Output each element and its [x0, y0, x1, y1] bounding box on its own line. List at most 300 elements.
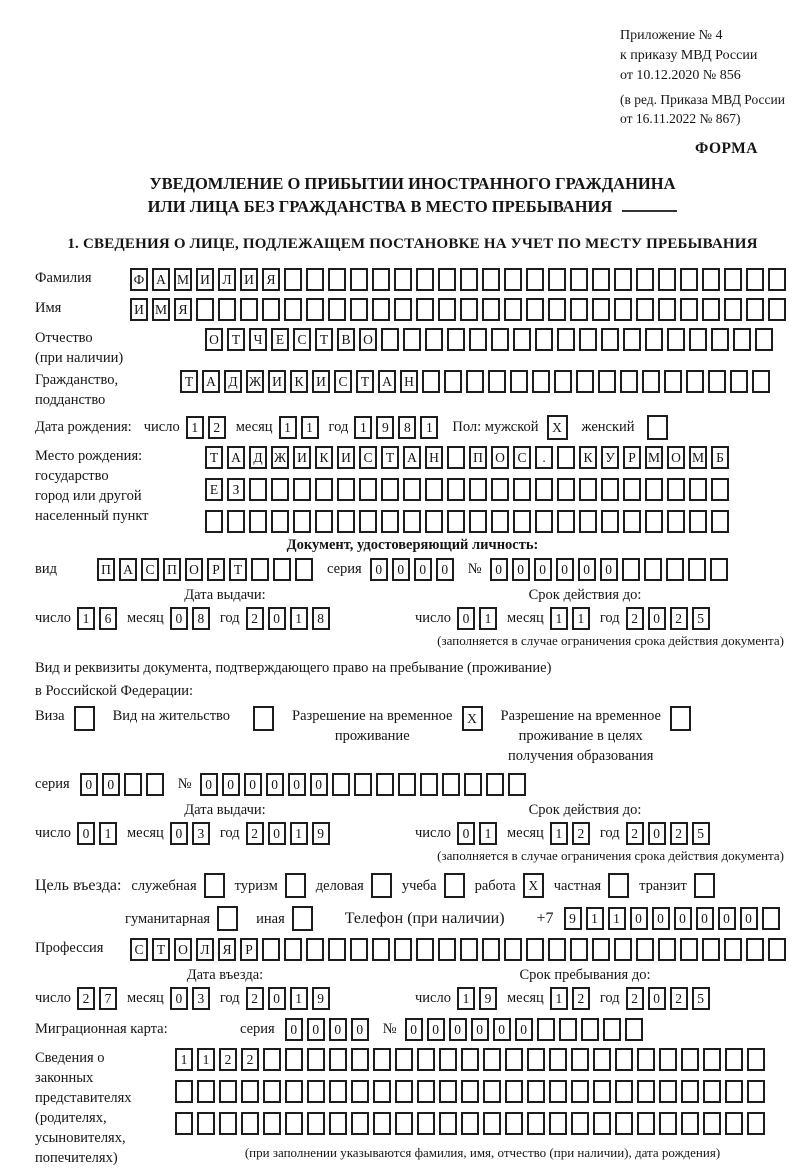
char-cell[interactable] [395, 1048, 413, 1071]
char-cell[interactable] [645, 478, 663, 501]
char-cell[interactable] [689, 328, 707, 351]
char-cell[interactable] [329, 1112, 347, 1135]
char-cell[interactable]: 1 [420, 416, 438, 439]
char-cell[interactable]: 1 [290, 822, 308, 845]
char-cell[interactable] [285, 873, 306, 898]
char-cell[interactable]: 1 [186, 416, 204, 439]
char-cell[interactable]: 3 [192, 822, 210, 845]
char-cell[interactable] [461, 1112, 479, 1135]
char-cell[interactable]: Ж [271, 446, 289, 469]
char-cell[interactable] [593, 1080, 611, 1103]
char-cell[interactable]: Я [262, 268, 280, 291]
char-cell[interactable]: 0 [351, 1018, 369, 1041]
char-cell[interactable]: Б [711, 446, 729, 469]
char-cell[interactable]: 0 [436, 558, 454, 581]
char-cell[interactable] [730, 370, 748, 393]
char-cell[interactable] [483, 1080, 501, 1103]
char-cell[interactable]: М [689, 446, 707, 469]
char-cell[interactable]: 1 [457, 987, 475, 1010]
char-cell[interactable]: 2 [77, 987, 95, 1010]
char-cell[interactable] [702, 298, 720, 321]
char-cell[interactable] [124, 773, 142, 796]
char-cell[interactable] [486, 773, 504, 796]
char-cell[interactable] [328, 938, 346, 961]
char-cell[interactable]: Ж [246, 370, 264, 393]
char-cell[interactable]: Ч [249, 328, 267, 351]
char-cell[interactable]: 1 [572, 607, 590, 630]
char-cell[interactable] [645, 510, 663, 533]
char-cell[interactable]: 9 [312, 822, 330, 845]
char-cell[interactable] [532, 370, 550, 393]
char-cell[interactable] [622, 558, 640, 581]
char-cell[interactable] [350, 268, 368, 291]
char-cell[interactable]: 9 [564, 907, 582, 930]
char-cell[interactable] [623, 478, 641, 501]
char-cell[interactable] [394, 298, 412, 321]
char-cell[interactable]: 0 [268, 987, 286, 1010]
char-cell[interactable] [527, 1112, 545, 1135]
char-cell[interactable] [557, 478, 575, 501]
char-cell[interactable] [636, 938, 654, 961]
char-cell[interactable] [637, 1112, 655, 1135]
char-cell[interactable] [417, 1080, 435, 1103]
char-cell[interactable]: Н [400, 370, 418, 393]
char-cell[interactable]: З [227, 478, 245, 501]
char-cell[interactable]: 0 [674, 907, 692, 930]
char-cell[interactable] [526, 938, 544, 961]
char-cell[interactable] [664, 370, 682, 393]
char-cell[interactable] [359, 478, 377, 501]
char-cell[interactable]: О [359, 328, 377, 351]
char-cell[interactable]: 0 [718, 907, 736, 930]
char-cell[interactable]: 0 [266, 773, 284, 796]
char-cell[interactable] [504, 298, 522, 321]
char-cell[interactable] [768, 268, 786, 291]
char-cell[interactable]: Я [174, 298, 192, 321]
char-cell[interactable] [615, 1112, 633, 1135]
char-cell[interactable] [592, 298, 610, 321]
char-cell[interactable] [620, 370, 638, 393]
char-cell[interactable]: О [667, 446, 685, 469]
char-cell[interactable] [315, 478, 333, 501]
char-cell[interactable]: 0 [696, 907, 714, 930]
char-cell[interactable] [535, 328, 553, 351]
char-cell[interactable]: 0 [471, 1018, 489, 1041]
char-cell[interactable]: 2 [572, 987, 590, 1010]
char-cell[interactable]: 0 [285, 1018, 303, 1041]
char-cell[interactable]: 0 [648, 987, 666, 1010]
char-cell[interactable] [351, 1048, 369, 1071]
char-cell[interactable] [527, 1048, 545, 1071]
char-cell[interactable] [670, 706, 691, 731]
char-cell[interactable] [581, 1018, 599, 1041]
char-cell[interactable] [625, 1018, 643, 1041]
char-cell[interactable]: Я [218, 938, 236, 961]
char-cell[interactable]: 0 [414, 558, 432, 581]
char-cell[interactable]: С [359, 446, 377, 469]
char-cell[interactable]: 0 [648, 822, 666, 845]
char-cell[interactable] [548, 938, 566, 961]
char-cell[interactable] [548, 268, 566, 291]
char-cell[interactable]: Р [623, 446, 641, 469]
char-cell[interactable] [711, 328, 729, 351]
char-cell[interactable]: 0 [268, 822, 286, 845]
char-cell[interactable] [466, 370, 484, 393]
char-cell[interactable] [571, 1112, 589, 1135]
char-cell[interactable] [593, 1112, 611, 1135]
char-cell[interactable] [601, 328, 619, 351]
char-cell[interactable]: А [403, 446, 421, 469]
char-cell[interactable]: X [462, 706, 483, 731]
char-cell[interactable]: 5 [692, 822, 710, 845]
char-cell[interactable]: Е [205, 478, 223, 501]
char-cell[interactable] [768, 938, 786, 961]
char-cell[interactable] [510, 370, 528, 393]
char-cell[interactable] [447, 446, 465, 469]
char-cell[interactable]: 0 [170, 987, 188, 1010]
char-cell[interactable]: И [240, 268, 258, 291]
char-cell[interactable] [636, 268, 654, 291]
char-cell[interactable] [306, 268, 324, 291]
char-cell[interactable] [724, 938, 742, 961]
char-cell[interactable]: 0 [449, 1018, 467, 1041]
char-cell[interactable]: 0 [200, 773, 218, 796]
char-cell[interactable] [746, 938, 764, 961]
char-cell[interactable]: 1 [175, 1048, 193, 1071]
char-cell[interactable] [285, 1048, 303, 1071]
char-cell[interactable] [416, 268, 434, 291]
char-cell[interactable] [703, 1112, 721, 1135]
char-cell[interactable]: 1 [479, 607, 497, 630]
char-cell[interactable]: 2 [246, 607, 264, 630]
char-cell[interactable]: 2 [626, 987, 644, 1010]
char-cell[interactable] [381, 510, 399, 533]
char-cell[interactable]: Л [218, 268, 236, 291]
char-cell[interactable]: Д [249, 446, 267, 469]
char-cell[interactable] [249, 478, 267, 501]
char-cell[interactable] [508, 773, 526, 796]
char-cell[interactable] [205, 510, 223, 533]
char-cell[interactable]: 0 [310, 773, 328, 796]
char-cell[interactable]: А [378, 370, 396, 393]
char-cell[interactable] [403, 328, 421, 351]
char-cell[interactable]: 8 [312, 607, 330, 630]
char-cell[interactable]: 0 [80, 773, 98, 796]
char-cell[interactable]: И [337, 446, 355, 469]
char-cell[interactable] [306, 298, 324, 321]
char-cell[interactable] [733, 328, 751, 351]
char-cell[interactable] [394, 938, 412, 961]
char-cell[interactable]: Т [152, 938, 170, 961]
char-cell[interactable] [461, 1080, 479, 1103]
char-cell[interactable] [483, 1112, 501, 1135]
char-cell[interactable] [422, 370, 440, 393]
char-cell[interactable] [601, 510, 619, 533]
char-cell[interactable] [438, 938, 456, 961]
char-cell[interactable] [504, 938, 522, 961]
char-cell[interactable] [659, 1048, 677, 1071]
char-cell[interactable] [444, 873, 465, 898]
char-cell[interactable] [681, 1048, 699, 1071]
char-cell[interactable] [251, 558, 269, 581]
char-cell[interactable] [337, 510, 355, 533]
char-cell[interactable]: 0 [427, 1018, 445, 1041]
char-cell[interactable] [285, 1112, 303, 1135]
char-cell[interactable] [644, 558, 662, 581]
char-cell[interactable] [570, 268, 588, 291]
char-cell[interactable] [284, 298, 302, 321]
char-cell[interactable]: К [579, 446, 597, 469]
char-cell[interactable] [469, 510, 487, 533]
char-cell[interactable]: 2 [670, 822, 688, 845]
char-cell[interactable] [688, 558, 706, 581]
char-cell[interactable]: Д [224, 370, 242, 393]
char-cell[interactable] [249, 510, 267, 533]
char-cell[interactable] [659, 1080, 677, 1103]
char-cell[interactable] [292, 906, 313, 931]
char-cell[interactable]: Т [315, 328, 333, 351]
char-cell[interactable] [403, 510, 421, 533]
char-cell[interactable]: П [469, 446, 487, 469]
char-cell[interactable] [262, 298, 280, 321]
char-cell[interactable] [307, 1048, 325, 1071]
char-cell[interactable] [197, 1080, 215, 1103]
char-cell[interactable] [403, 478, 421, 501]
char-cell[interactable] [460, 268, 478, 291]
char-cell[interactable] [526, 298, 544, 321]
char-cell[interactable] [725, 1048, 743, 1071]
char-cell[interactable]: 0 [515, 1018, 533, 1041]
char-cell[interactable] [681, 1112, 699, 1135]
char-cell[interactable] [350, 938, 368, 961]
char-cell[interactable] [623, 510, 641, 533]
char-cell[interactable]: X [523, 873, 544, 898]
char-cell[interactable] [681, 1080, 699, 1103]
char-cell[interactable]: О [205, 328, 223, 351]
char-cell[interactable]: Т [229, 558, 247, 581]
char-cell[interactable] [504, 268, 522, 291]
char-cell[interactable]: 1 [197, 1048, 215, 1071]
char-cell[interactable] [371, 873, 392, 898]
char-cell[interactable] [746, 298, 764, 321]
char-cell[interactable]: К [290, 370, 308, 393]
char-cell[interactable] [576, 370, 594, 393]
char-cell[interactable] [329, 1080, 347, 1103]
char-cell[interactable] [351, 1080, 369, 1103]
char-cell[interactable] [372, 298, 390, 321]
char-cell[interactable] [438, 298, 456, 321]
char-cell[interactable] [240, 298, 258, 321]
char-cell[interactable] [284, 268, 302, 291]
char-cell[interactable] [747, 1048, 765, 1071]
char-cell[interactable] [513, 328, 531, 351]
char-cell[interactable] [447, 478, 465, 501]
char-cell[interactable]: И [196, 268, 214, 291]
char-cell[interactable] [680, 268, 698, 291]
char-cell[interactable] [579, 328, 597, 351]
char-cell[interactable] [592, 268, 610, 291]
char-cell[interactable]: 0 [652, 907, 670, 930]
char-cell[interactable] [271, 478, 289, 501]
char-cell[interactable]: 2 [572, 822, 590, 845]
char-cell[interactable]: М [152, 298, 170, 321]
char-cell[interactable]: М [645, 446, 663, 469]
char-cell[interactable]: И [312, 370, 330, 393]
char-cell[interactable] [746, 268, 764, 291]
char-cell[interactable] [263, 1048, 281, 1071]
char-cell[interactable]: Е [271, 328, 289, 351]
char-cell[interactable] [373, 1080, 391, 1103]
char-cell[interactable]: 0 [170, 607, 188, 630]
char-cell[interactable]: 0 [329, 1018, 347, 1041]
char-cell[interactable]: 1 [279, 416, 297, 439]
char-cell[interactable]: 0 [222, 773, 240, 796]
char-cell[interactable]: М [174, 268, 192, 291]
char-cell[interactable]: П [97, 558, 115, 581]
char-cell[interactable] [293, 478, 311, 501]
char-cell[interactable] [372, 938, 390, 961]
char-cell[interactable] [571, 1048, 589, 1071]
char-cell[interactable]: Ф [130, 268, 148, 291]
char-cell[interactable]: 9 [479, 987, 497, 1010]
char-cell[interactable] [615, 1080, 633, 1103]
char-cell[interactable] [271, 510, 289, 533]
char-cell[interactable] [395, 1112, 413, 1135]
char-cell[interactable] [724, 298, 742, 321]
char-cell[interactable] [593, 1048, 611, 1071]
char-cell[interactable]: 0 [288, 773, 306, 796]
char-cell[interactable] [686, 370, 704, 393]
char-cell[interactable] [482, 268, 500, 291]
char-cell[interactable] [554, 370, 572, 393]
char-cell[interactable] [219, 1080, 237, 1103]
char-cell[interactable]: 8 [398, 416, 416, 439]
char-cell[interactable]: 1 [77, 607, 95, 630]
char-cell[interactable]: Т [205, 446, 223, 469]
char-cell[interactable]: 1 [550, 822, 568, 845]
char-cell[interactable]: А [152, 268, 170, 291]
char-cell[interactable] [464, 773, 482, 796]
char-cell[interactable] [460, 938, 478, 961]
char-cell[interactable]: 0 [534, 558, 552, 581]
char-cell[interactable] [74, 706, 95, 731]
char-cell[interactable] [505, 1080, 523, 1103]
char-cell[interactable] [491, 510, 509, 533]
char-cell[interactable]: 0 [512, 558, 530, 581]
char-cell[interactable] [768, 298, 786, 321]
char-cell[interactable] [601, 478, 619, 501]
char-cell[interactable] [469, 478, 487, 501]
char-cell[interactable] [417, 1048, 435, 1071]
char-cell[interactable] [395, 1080, 413, 1103]
char-cell[interactable] [603, 1018, 621, 1041]
char-cell[interactable] [306, 938, 324, 961]
char-cell[interactable]: В [337, 328, 355, 351]
char-cell[interactable] [703, 1080, 721, 1103]
char-cell[interactable]: 2 [626, 822, 644, 845]
char-cell[interactable]: 1 [608, 907, 626, 930]
char-cell[interactable]: 1 [354, 416, 372, 439]
char-cell[interactable]: Н [425, 446, 443, 469]
char-cell[interactable]: 0 [630, 907, 648, 930]
char-cell[interactable] [328, 268, 346, 291]
char-cell[interactable]: И [130, 298, 148, 321]
char-cell[interactable] [647, 415, 668, 440]
char-cell[interactable]: 0 [490, 558, 508, 581]
char-cell[interactable] [658, 938, 676, 961]
char-cell[interactable] [381, 478, 399, 501]
char-cell[interactable] [608, 873, 629, 898]
char-cell[interactable]: 2 [670, 607, 688, 630]
char-cell[interactable] [337, 478, 355, 501]
char-cell[interactable] [724, 268, 742, 291]
char-cell[interactable] [263, 1080, 281, 1103]
char-cell[interactable]: У [601, 446, 619, 469]
char-cell[interactable]: 0 [244, 773, 262, 796]
char-cell[interactable]: Л [196, 938, 214, 961]
char-cell[interactable] [747, 1080, 765, 1103]
char-cell[interactable]: А [119, 558, 137, 581]
char-cell[interactable]: С [130, 938, 148, 961]
char-cell[interactable]: Т [227, 328, 245, 351]
char-cell[interactable]: С [334, 370, 352, 393]
char-cell[interactable] [623, 328, 641, 351]
char-cell[interactable]: 2 [241, 1048, 259, 1071]
char-cell[interactable]: А [227, 446, 245, 469]
char-cell[interactable]: 1 [290, 607, 308, 630]
char-cell[interactable]: 5 [692, 987, 710, 1010]
char-cell[interactable]: Р [207, 558, 225, 581]
char-cell[interactable] [398, 773, 416, 796]
char-cell[interactable] [196, 298, 214, 321]
char-cell[interactable]: 7 [99, 987, 117, 1010]
char-cell[interactable] [439, 1080, 457, 1103]
char-cell[interactable] [557, 446, 575, 469]
char-cell[interactable] [146, 773, 164, 796]
char-cell[interactable] [359, 510, 377, 533]
char-cell[interactable] [373, 1112, 391, 1135]
char-cell[interactable] [460, 298, 478, 321]
char-cell[interactable]: 8 [192, 607, 210, 630]
char-cell[interactable] [711, 478, 729, 501]
char-cell[interactable]: 5 [692, 607, 710, 630]
char-cell[interactable] [461, 1048, 479, 1071]
char-cell[interactable]: 1 [550, 987, 568, 1010]
char-cell[interactable] [350, 298, 368, 321]
char-cell[interactable] [488, 370, 506, 393]
char-cell[interactable]: 3 [192, 987, 210, 1010]
char-cell[interactable] [667, 510, 685, 533]
char-cell[interactable] [592, 938, 610, 961]
char-cell[interactable] [537, 1018, 555, 1041]
char-cell[interactable]: 0 [457, 822, 475, 845]
char-cell[interactable] [642, 370, 660, 393]
char-cell[interactable]: 1 [290, 987, 308, 1010]
char-cell[interactable] [425, 478, 443, 501]
char-cell[interactable] [571, 1080, 589, 1103]
char-cell[interactable] [637, 1080, 655, 1103]
char-cell[interactable] [702, 938, 720, 961]
char-cell[interactable] [482, 298, 500, 321]
char-cell[interactable]: К [315, 446, 333, 469]
char-cell[interactable]: П [163, 558, 181, 581]
char-cell[interactable]: С [141, 558, 159, 581]
char-cell[interactable] [439, 1048, 457, 1071]
char-cell[interactable] [175, 1112, 193, 1135]
char-cell[interactable] [645, 328, 663, 351]
char-cell[interactable] [527, 1080, 545, 1103]
char-cell[interactable] [447, 328, 465, 351]
